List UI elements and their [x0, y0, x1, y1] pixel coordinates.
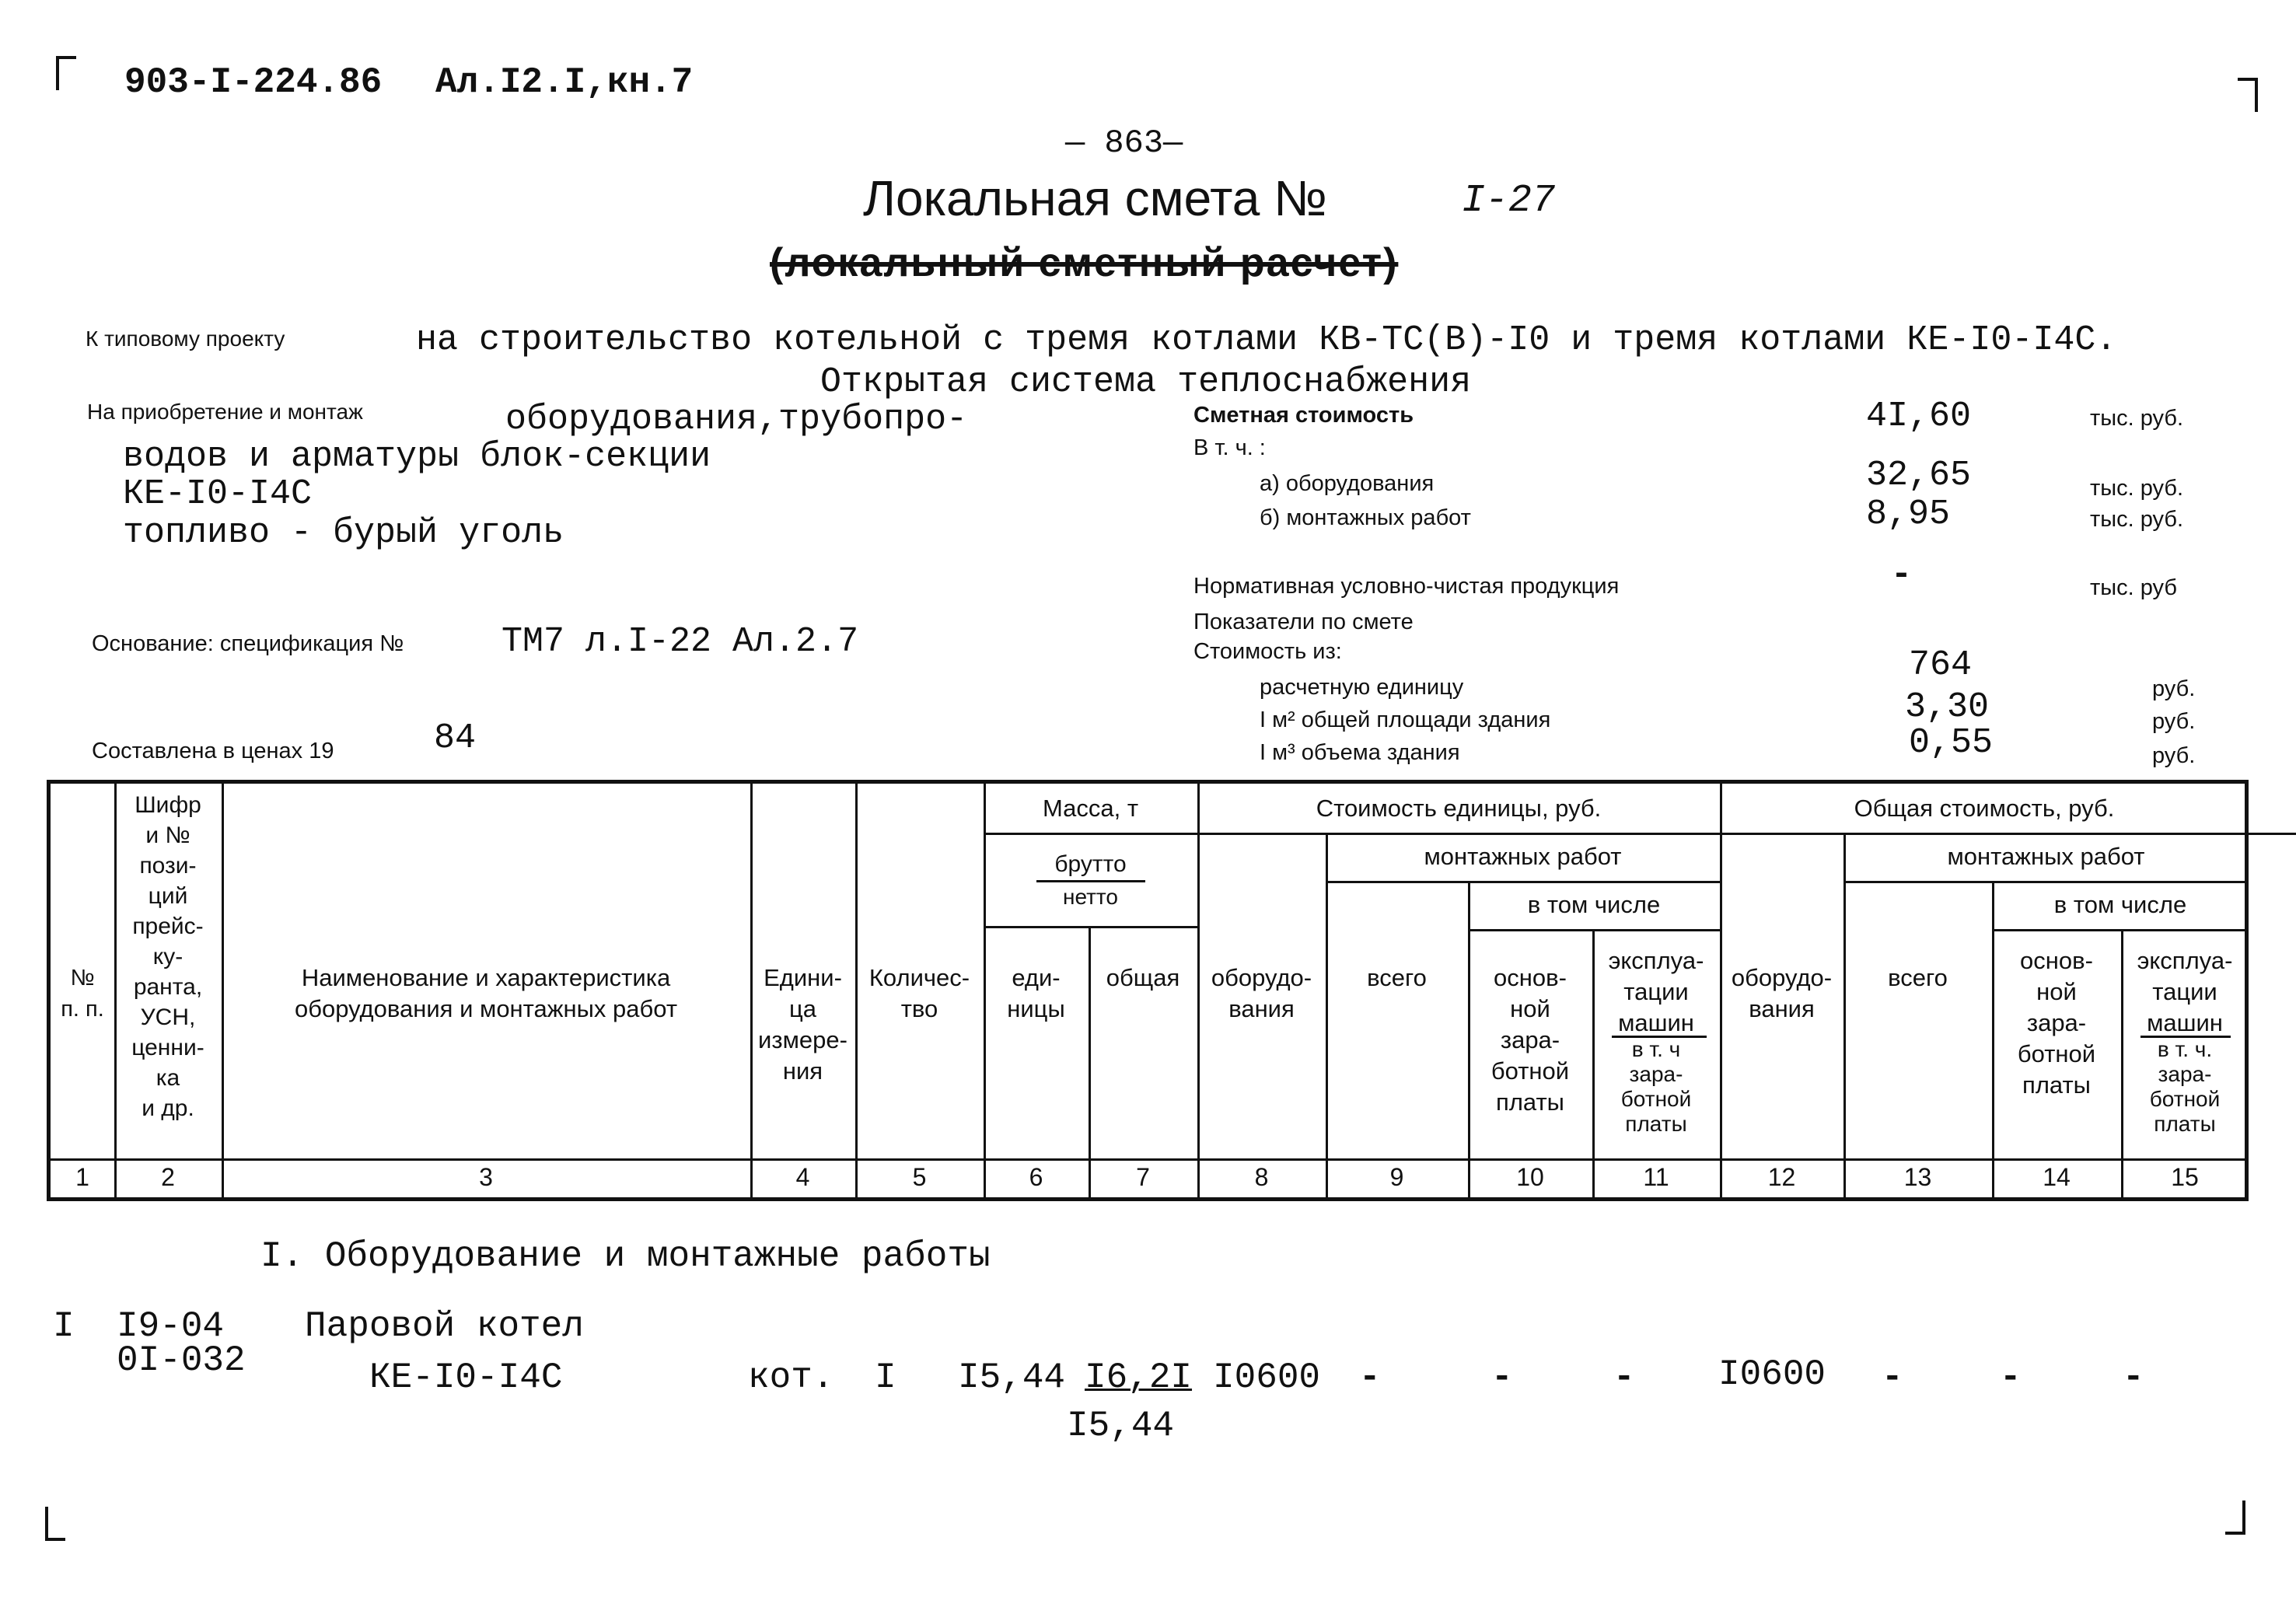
row-mass-total-brutto: I6,2I	[1085, 1357, 1193, 1398]
col-header-unit-equipment: оборудо- вания	[1211, 964, 1312, 1022]
col-header-total-machines-wages: в т. ч. зара- ботной платы	[2149, 1037, 2221, 1136]
col-number: 10	[1516, 1163, 1544, 1191]
project-text-line2: Открытая система теплоснабжения	[820, 362, 1472, 402]
row-cost-install-machines: -	[1613, 1357, 1635, 1398]
col-header-qty: Количес- тво	[868, 964, 970, 1022]
per-m2-value: 3,30	[1905, 687, 1990, 727]
equipment-cost-unit: тыс. руб.	[2090, 476, 2184, 501]
row-name-line1: Паровой котел	[305, 1306, 584, 1347]
col-header-unit: Едини- ца измере- ния	[758, 964, 847, 1085]
col-header-total-install-all: всего	[1888, 964, 1948, 991]
row-name-line2: КЕ-I0-I4С	[369, 1357, 563, 1398]
normative-label: Нормативная условно-чистая продукция	[1193, 574, 1620, 599]
row-cost-install-all: -	[1359, 1357, 1381, 1398]
row-total-install-wages: -	[2000, 1357, 2022, 1398]
col-number: 14	[2043, 1163, 2071, 1191]
estimated-cost-unit: тыс. руб.	[2090, 406, 2184, 431]
per-m3-value: 0,55	[1909, 723, 1994, 763]
document-code: 903-I-224.86	[124, 62, 383, 103]
row-mass-unit: I5,44	[958, 1357, 1066, 1398]
basis-label: Основание: спецификация №	[92, 631, 404, 656]
installation-cost-value: 8,95	[1866, 494, 1951, 534]
col-header-brutto: брутто	[1054, 851, 1127, 877]
project-text: на строительство котельной с тремя котлами КВ-ТС(В)-I0 и тремя котлами КЕ-I0-I4С.	[416, 320, 2117, 360]
per-m3-label: I м³ объема здания	[1260, 740, 1460, 765]
estimate-number: I-27	[1462, 179, 1556, 223]
album-reference: Ал.I2.I,кн.7	[435, 62, 694, 103]
row-total-install-all: -	[1882, 1357, 1903, 1398]
col-header-unit-install-all: всего	[1367, 964, 1427, 991]
col-header-unit-wages: основ- ной зара- ботной платы	[1490, 964, 1570, 1116]
corner-mark-top-right	[2238, 78, 2258, 112]
col-number: 5	[912, 1163, 927, 1191]
per-m3-rub: руб.	[2152, 743, 2196, 768]
col-header-mass-unit: еди- ницы	[1007, 964, 1065, 1022]
row-num: I	[53, 1306, 75, 1347]
row-code-line2: 0I-032	[117, 1340, 246, 1381]
col-header-mass: Масса, т	[1042, 795, 1139, 822]
normative-unit: тыс. руб	[2090, 575, 2177, 600]
basis-value: ТМ7 л.I-22 Ал.2.7	[501, 622, 859, 662]
col-header-total-cost: Общая стоимость, руб.	[1854, 795, 2115, 822]
row-cost-install-wages: -	[1491, 1357, 1513, 1398]
acquisition-line4: топливо - бурый уголь	[123, 513, 564, 553]
col-number: 1	[75, 1163, 89, 1191]
col-number: 13	[1903, 1163, 1932, 1191]
prices-year: 84	[434, 718, 477, 758]
col-number: 2	[161, 1163, 175, 1191]
estimated-cost-label: Сметная стоимость	[1193, 403, 1414, 428]
struck-subtitle: (локальный сметный расчет)	[770, 240, 1399, 285]
col-header-netto: нетто	[1062, 885, 1118, 909]
installation-cost-label: б) монтажных работ	[1260, 505, 1471, 530]
indicators-label: Показатели по смете	[1193, 610, 1414, 634]
col-number: 8	[1254, 1163, 1269, 1191]
col-header-unit-machines-wages: в т. ч зара- ботной платы	[1620, 1037, 1692, 1136]
acquisition-line1: оборудования,трубопро-	[505, 400, 968, 439]
per-unit-label: расчетную единицу	[1260, 675, 1464, 700]
equipment-cost-label: а) оборудования	[1260, 471, 1435, 496]
col-header-name: Наименование и характеристика оборудования и монтажных работ	[294, 964, 678, 1022]
row-qty: I	[875, 1357, 896, 1398]
col-number: 3	[479, 1163, 493, 1191]
prices-label: Составлена в ценах 19	[92, 739, 334, 763]
col-number: 12	[1767, 1163, 1796, 1191]
equipment-cost-value: 32,65	[1866, 456, 1972, 495]
per-m2-rub: руб.	[2152, 709, 2196, 734]
col-number: 11	[1643, 1163, 1669, 1191]
installation-cost-unit: тыс. руб.	[2090, 507, 2184, 532]
page-title: Локальная смета №	[863, 170, 1327, 226]
corner-mark-bottom-right	[2225, 1500, 2245, 1535]
col-number: 6	[1029, 1163, 1043, 1191]
col-header-unit-incl: в том числе	[1527, 891, 1661, 918]
col-number: 4	[795, 1163, 810, 1191]
row-cost-equipment: I0600	[1213, 1357, 1321, 1398]
row-mass-total-netto: I5,44	[1067, 1406, 1175, 1446]
normative-value: -	[1891, 555, 1913, 595]
including-label: В т. ч. :	[1193, 435, 1266, 460]
per-unit-value: 764	[1909, 645, 1973, 685]
row-total-install-machines: -	[2123, 1357, 2144, 1398]
page-number: — 863—	[1065, 124, 1183, 162]
acquisition-line2: водов и арматуры блок-секции	[123, 437, 711, 477]
row-unit: кот.	[748, 1357, 834, 1398]
per-unit-rub: руб.	[2152, 676, 2196, 701]
section-title: I. Оборудование и монтажные работы	[260, 1236, 991, 1277]
row-code-line1: I9-04	[117, 1306, 225, 1347]
col-number: 9	[1389, 1163, 1404, 1191]
col-header-mass-total: общая	[1106, 964, 1180, 991]
cost-of-label: Стоимость из:	[1193, 639, 1342, 664]
estimated-cost-value: 4I,60	[1866, 397, 1972, 436]
col-header-total-wages: основ- ной зара- ботной платы	[2017, 947, 2096, 1099]
col-header-unit-installation: монтажных работ	[1424, 843, 1622, 870]
corner-mark-bottom-left	[45, 1507, 65, 1541]
project-label: К типовому проекту	[86, 327, 285, 351]
estimate-header-table	[47, 780, 2249, 1201]
col-header-code: Шифр и № пози- ций прейс- ку- ранта, УСН, ценни- ка и др.	[131, 792, 204, 1121]
col-header-unit-machines: эксплуа- тации машин	[1608, 947, 1704, 1036]
col-number: 15	[2171, 1163, 2199, 1191]
col-header-total-installation: монтажных работ	[1947, 843, 2145, 870]
row-total-equipment: I0600	[1718, 1354, 1826, 1395]
acquisition-label: На приобретение и монтаж	[87, 400, 363, 424]
corner-mark-top-left	[56, 56, 76, 90]
col-header-total-machines: эксплуа- тации машин	[2137, 947, 2233, 1036]
col-header-num: № п. п.	[61, 966, 104, 1022]
col-number: 7	[1136, 1163, 1150, 1191]
acquisition-line3: КЕ-I0-I4С	[123, 474, 313, 514]
col-header-total-equipment: оборудо- вания	[1731, 964, 1833, 1022]
col-header-total-incl: в том числе	[2053, 891, 2187, 918]
per-m2-label: I м² общей площади здания	[1260, 707, 1551, 732]
col-header-unit-cost: Стоимость единицы, руб.	[1316, 795, 1602, 822]
